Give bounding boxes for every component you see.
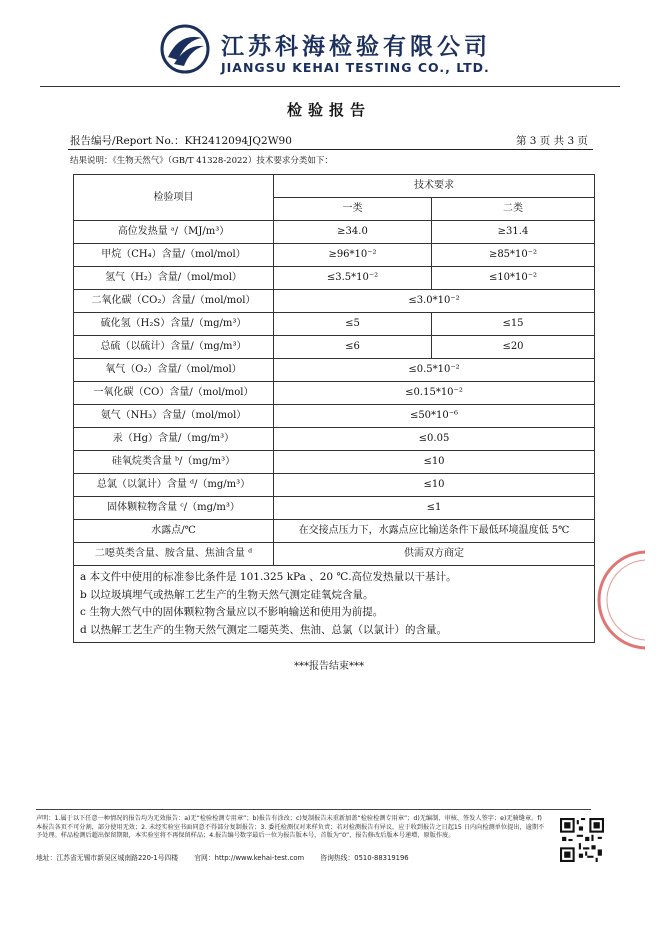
class1-cell: ≤6 [274, 336, 432, 359]
table-row [74, 543, 595, 566]
item-cell: 固体颗粒物含量 ᶜ/（mg/m³） [74, 497, 274, 520]
item-cell: 高位发热量 ᵃ/（MJ/m³） [74, 221, 274, 244]
footnote: c 生物大然气中的固体颗粒物含量应以不影响输送和使用为前提。 [80, 606, 384, 618]
header-class1: 一类 [274, 198, 432, 221]
footnote: a 本文件中使用的标准参比条件是 101.325 kPa 、20 ℃.高位发热量以干基计。 [80, 571, 457, 583]
class2-cell: ≤20 [432, 336, 595, 359]
spec-table [73, 174, 595, 643]
table-row [74, 336, 595, 359]
class2-cell: ≤15 [432, 313, 595, 336]
footnote: b 以垃圾填埋气或热解工艺生产的生物天然气测定硅氧烷含量。 [80, 588, 374, 601]
requirement-cell: ≤10 [274, 451, 595, 474]
header-requirement: 技术要求 [274, 175, 595, 198]
table-header-row [74, 175, 595, 198]
table-row [74, 474, 595, 497]
report-number-value: KH2412094JQ2W90 [184, 135, 292, 147]
company-name-en: JIANGSU KEHAI TESTING CO., LTD. [221, 60, 490, 75]
company-logo-icon [160, 24, 210, 74]
item-cell: 硫化氢（H₂S）含量/（mg/m³） [74, 313, 274, 336]
table-row [74, 313, 595, 336]
document-title: 检验报告 [286, 101, 371, 119]
header-item: 检验项目 [74, 175, 274, 221]
item-cell: 硅氧烷类含量 ᵇ/（mg/m³） [74, 451, 274, 474]
requirement-cell: ≤10 [274, 474, 595, 497]
class1-cell: ≥34.0 [274, 221, 432, 244]
table-row [74, 451, 595, 474]
class2-cell: ≤10*10⁻² [432, 267, 595, 290]
item-cell: 总硫（以硫计）含量/（mg/m³） [74, 336, 274, 359]
item-cell: 汞（Hg）含量/（mg/m³） [74, 428, 274, 451]
page-info: 第 3 页 共 3 页 [515, 135, 588, 147]
requirement-cell: ≤1 [274, 497, 595, 520]
item-cell: 甲烷（CH₄）含量/（mol/mol） [74, 244, 274, 267]
conclusion-note: 结果说明：《生物天然气》（GB/T 41328-2022）技术要求分类如下： [70, 156, 333, 166]
requirement-cell: 供需双方商定 [274, 543, 595, 566]
footnote-row [74, 566, 595, 643]
table-row [74, 359, 595, 382]
table-row [74, 267, 595, 290]
requirement-cell: 在交接点压力下，水露点应比输送条件下最低环境温度低 5℃ [274, 520, 595, 543]
item-cell: 水露点/℃ [74, 520, 274, 543]
table-row [74, 405, 595, 428]
item-cell: 一氧化碳（CO）含量/（mol/mol） [74, 382, 274, 405]
statement: 声明：1.属于以下任意一种情况的报告均为无效报告：a)无“检验检测专用章”；b)报告有涂改；c)复制报告未重新加盖“检验检测专用章”；d)无编制、审核、签发人签字；e)无骑缝章。f)本报告各页不可分割，部分使用无效；2. 未经实验室书面同意不得部分复制报告；3. 委托检测仅对来样负责；若对检测报告有异议，应于收到报告之日起15 日内向检测单位提出，逾期不予处理。样品检测后超出保留期限，本实验室将不再保留样品；4.报告编号数字最后一位为报告版本号，首版为“0”，报告修改后版本号递增，原版作废。 [36, 815, 545, 840]
table-row [74, 382, 595, 405]
requirement-cell: ≤0.5*10⁻² [274, 359, 595, 382]
footer-contact [36, 852, 423, 862]
item-cell: 氢气（H₂）含量/（mol/mol） [74, 267, 274, 290]
table-row [74, 290, 595, 313]
item-cell: 氧气（O₂）含量/（mol/mol） [74, 359, 274, 382]
footnotes [74, 566, 595, 643]
item-cell: 二氧化碳（CO₂）含量/（mol/mol） [74, 290, 274, 313]
header-rule [40, 86, 620, 87]
report-rule [68, 149, 593, 150]
header-class2: 二类 [432, 198, 595, 221]
requirement-cell: ≤50*10⁻⁶ [274, 405, 595, 428]
address: 地址：江苏省无锡市新吴区城南路220-1号四楼 [36, 854, 179, 862]
item-cell: 二噁英类含量、胺含量、焦油含量 ᵈ [74, 543, 274, 566]
class2-cell: ≥31.4 [432, 221, 595, 244]
class1-cell: ≤3.5*10⁻² [274, 267, 432, 290]
phone: 咨询热线：0510-88319196 [320, 854, 409, 862]
footnote: d 以热解工艺生产的生物天然气测定二噁英类、焦油、总氯（以氯计）的含量。 [80, 623, 448, 636]
class2-cell: ≥85*10⁻² [432, 244, 595, 267]
table-row [74, 244, 595, 267]
company-name-cn: 江苏科海检验有限公司 [221, 33, 491, 60]
requirement-cell: ≤3.0*10⁻² [274, 290, 595, 313]
item-cell: 氨气（NH₃）含量/（mol/mol） [74, 405, 274, 428]
class1-cell: ≤5 [274, 313, 432, 336]
end-mark: ***报告结束*** [294, 661, 364, 672]
report-number [70, 133, 292, 148]
table-row [74, 497, 595, 520]
footer-rule [36, 809, 591, 810]
report-number-label: 报告编号/Report No.： [70, 135, 185, 147]
class1-cell: ≥96*10⁻² [274, 244, 432, 267]
table-row [74, 221, 595, 244]
table-row [74, 428, 595, 451]
qr-code-icon [560, 818, 604, 862]
requirement-cell: ≤0.05 [274, 428, 595, 451]
stamp-partial-icon [585, 540, 645, 660]
requirement-cell: ≤0.15*10⁻² [274, 382, 595, 405]
table-row [74, 520, 595, 543]
website: 官网：http://www.kehai-test.com [194, 854, 305, 862]
item-cell: 总氯（以氯计）含量 ᵈ/（mg/m³） [74, 474, 274, 497]
